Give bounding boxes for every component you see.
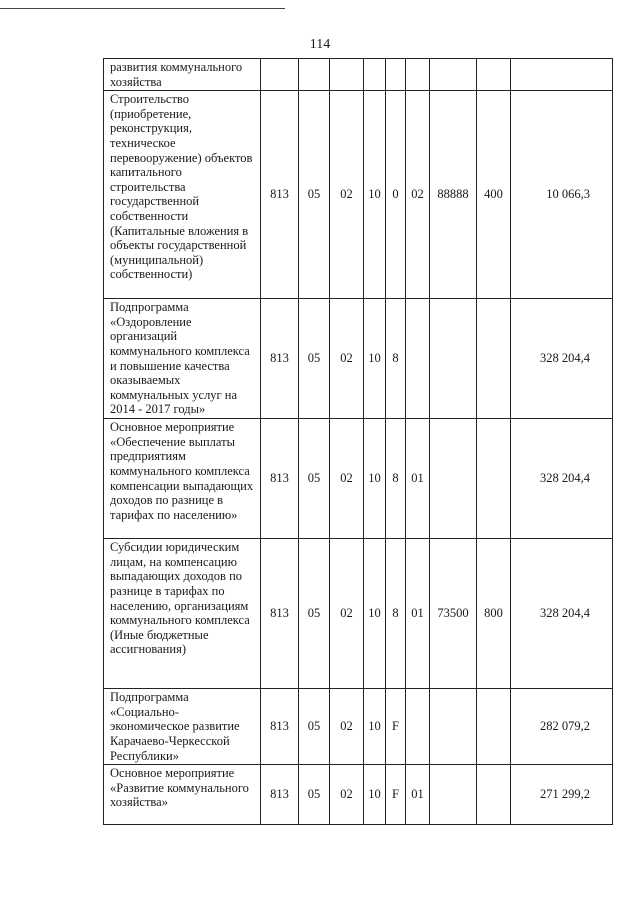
measure-code <box>406 689 430 765</box>
measure-code: 01 <box>406 419 430 539</box>
subsection-code: 02 <box>330 689 364 765</box>
ministry-code: 813 <box>261 765 299 825</box>
ministry-code: 813 <box>261 419 299 539</box>
table-row <box>104 59 613 91</box>
table-row <box>104 539 613 689</box>
amount: 328 204,4 <box>511 419 613 539</box>
row-name: Подпрограмма «Оздоровление организаций коммунального комплекса и повышение качества оказываемых коммунальных услуг на 2014 - 2017 годы» <box>104 299 261 419</box>
subsection-code: 02 <box>330 91 364 299</box>
expense-type-code <box>477 59 511 91</box>
amount: 328 204,4 <box>511 299 613 419</box>
subsection-code: 02 <box>330 765 364 825</box>
expense-type-code <box>477 419 511 539</box>
amount: 282 079,2 <box>511 689 613 765</box>
subprogram-code: 0 <box>386 91 406 299</box>
table-row <box>104 299 613 419</box>
row-name: Основное мероприятие «Развитие коммунального хозяйства» <box>104 765 261 825</box>
row-name: Строительство (приобретение, реконструкция, техническое перевооружение) объектов капитального строительства государственной собственности (Капитальные вложения в объекты государственной (муниципальной) собственности) <box>104 91 261 299</box>
ministry-code: 813 <box>261 299 299 419</box>
program-code <box>364 59 386 91</box>
direction-code <box>430 765 477 825</box>
program-code: 10 <box>364 91 386 299</box>
row-name: Субсидии юридическим лицам, на компенсацию выпадающих доходов по разнице в тарифах по населению, организациям коммунального комплекса (Иные бюджетные ассигнования) <box>104 539 261 689</box>
amount <box>511 59 613 91</box>
section-code <box>299 59 330 91</box>
section-code: 05 <box>299 539 330 689</box>
subprogram-code: 8 <box>386 299 406 419</box>
direction-code <box>430 419 477 539</box>
ministry-code: 813 <box>261 539 299 689</box>
row-name: Основное мероприятие «Обеспечение выплаты предприятиям коммунального комплекса компенсации выпадающих доходов по разнице в тарифах по населению» <box>104 419 261 539</box>
measure-code: 01 <box>406 539 430 689</box>
subsection-code: 02 <box>330 299 364 419</box>
program-code: 10 <box>364 689 386 765</box>
page-number: 114 <box>309 37 331 52</box>
top-rule <box>0 8 285 9</box>
expense-type-code: 800 <box>477 539 511 689</box>
section-code: 05 <box>299 689 330 765</box>
program-code: 10 <box>364 419 386 539</box>
direction-code: 88888 <box>430 91 477 299</box>
subprogram-code: F <box>386 689 406 765</box>
ministry-code <box>261 59 299 91</box>
subprogram-code: 8 <box>386 539 406 689</box>
row-name: Подпрограмма «Социально-экономическое развитие Карачаево-Черкесской Республики» <box>104 689 261 765</box>
row-name: развития коммунального хозяйства <box>104 59 261 91</box>
subsection-code: 02 <box>330 419 364 539</box>
expense-type-code <box>477 689 511 765</box>
table-row <box>104 419 613 539</box>
measure-code <box>406 299 430 419</box>
direction-code <box>430 689 477 765</box>
subsection-code <box>330 59 364 91</box>
table-row <box>104 765 613 825</box>
direction-code <box>430 299 477 419</box>
subprogram-code: F <box>386 765 406 825</box>
subprogram-code: 8 <box>386 419 406 539</box>
table-row <box>104 689 613 765</box>
table-row <box>104 91 613 299</box>
measure-code: 01 <box>406 765 430 825</box>
program-code: 10 <box>364 539 386 689</box>
section-code: 05 <box>299 765 330 825</box>
section-code: 05 <box>299 91 330 299</box>
expense-type-code: 400 <box>477 91 511 299</box>
subsection-code: 02 <box>330 539 364 689</box>
direction-code <box>430 59 477 91</box>
section-code: 05 <box>299 419 330 539</box>
expense-type-code <box>477 299 511 419</box>
direction-code: 73500 <box>430 539 477 689</box>
section-code: 05 <box>299 299 330 419</box>
expense-type-code <box>477 765 511 825</box>
amount: 271 299,2 <box>511 765 613 825</box>
ministry-code: 813 <box>261 689 299 765</box>
program-code: 10 <box>364 299 386 419</box>
budget-table <box>103 58 613 825</box>
measure-code <box>406 59 430 91</box>
measure-code: 02 <box>406 91 430 299</box>
amount: 10 066,3 <box>511 91 613 299</box>
ministry-code: 813 <box>261 91 299 299</box>
amount: 328 204,4 <box>511 539 613 689</box>
subprogram-code <box>386 59 406 91</box>
program-code: 10 <box>364 765 386 825</box>
